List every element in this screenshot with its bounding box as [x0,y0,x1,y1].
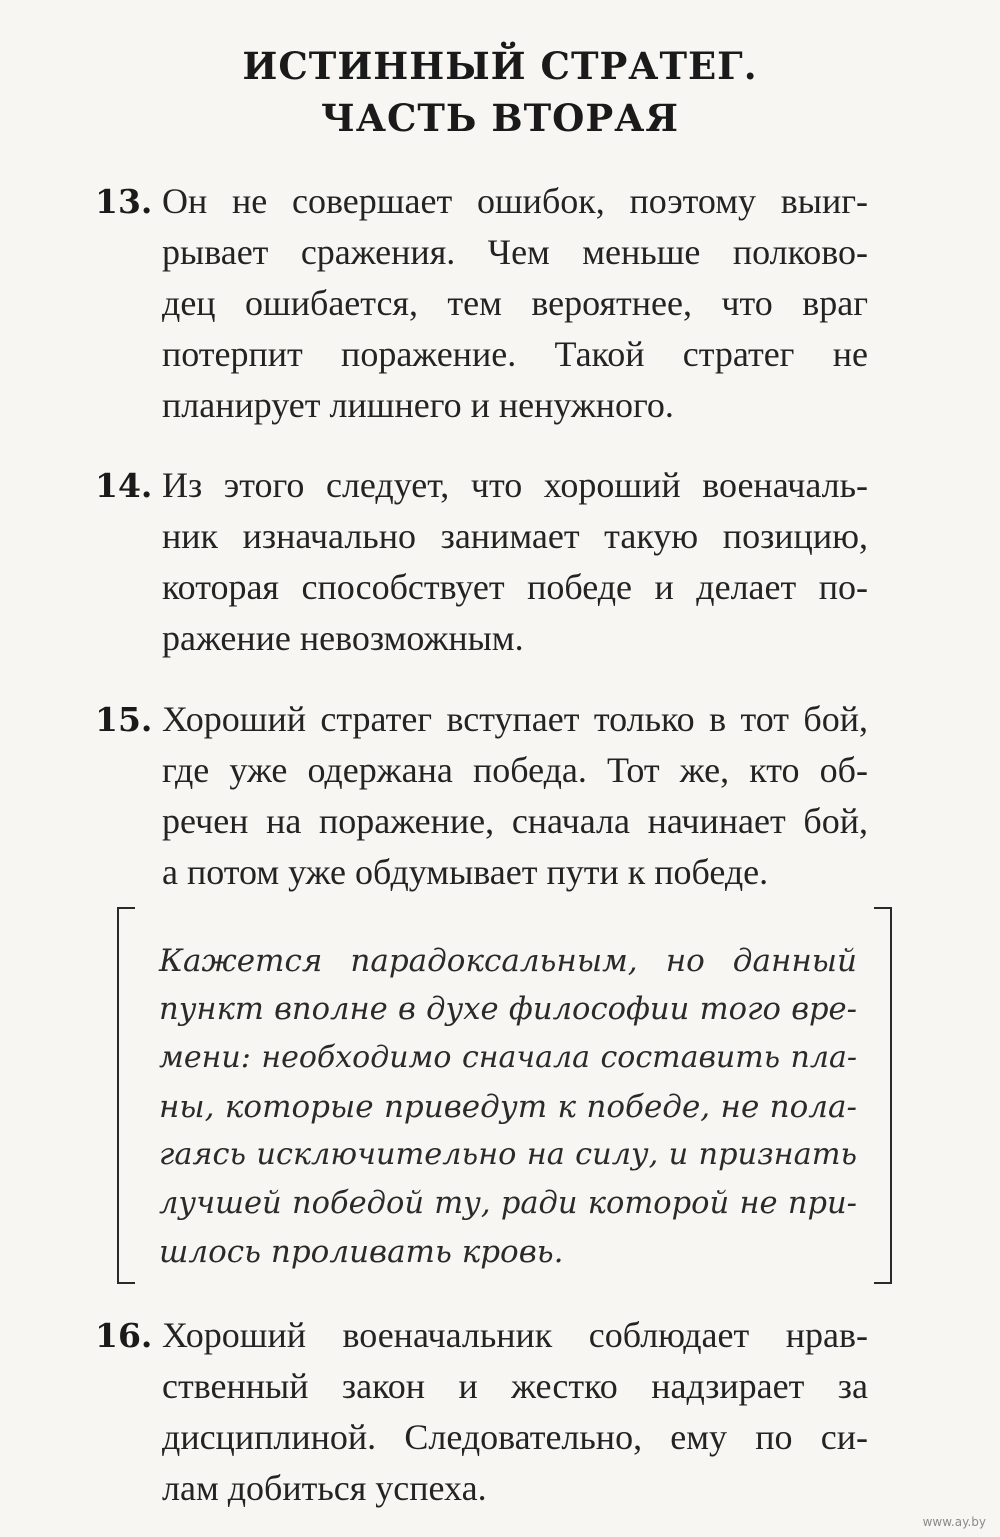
chapter-title [0,40,1000,144]
paragraph-text [162,1310,868,1514]
commentary-line: ны, которые приведут к победе, не пола- [159,1088,857,1125]
text-line: Хороший стратег вступает только в тот бой, [162,699,868,739]
commentary-line: Кажется парадоксальным, но данный [159,943,857,979]
text-line: планирует лишнего и ненужного. [162,385,674,425]
text-line: ник изначально занимает такую позицию, [162,516,868,556]
chapter-title-line-2: ЧАСТЬ ВТОРАЯ [321,96,679,140]
text-line: Хороший военачальник соблюдает нрав- [162,1315,868,1355]
text-line: где уже одержана победа. Тот же, кто об- [162,750,868,790]
paragraph-number: 16. [95,1316,153,1355]
paragraph-number: 14. [95,466,153,505]
paragraph-number: 13. [95,182,153,221]
paragraph-text [162,694,868,898]
paragraph-text [162,176,868,431]
right-bracket [874,907,892,1284]
commentary-line: мени: необходимо сначала составить пла- [159,1040,857,1075]
text-line: лам добиться успеха. [162,1468,487,1508]
text-line: а потом уже обдумывает пути к победе. [162,852,769,892]
watermark: www.ay.by [922,1515,986,1529]
text-line: Он не совершает ошибок, поэтому выиг- [162,181,868,221]
text-line: дец ошибается, тем вероятнее, что враг [162,283,868,323]
left-bracket [117,907,135,1284]
paragraph-text [162,460,868,664]
commentary-line: шлось проливать кровь. [159,1234,564,1270]
commentary-line: пункт вполне в духе философии того вре- [159,991,857,1027]
chapter-title-line-1: ИСТИННЫЙ СТРАТЕГ. [242,44,758,88]
commentary-text [159,937,857,1277]
paragraph-number: 15. [95,700,153,739]
text-line: ражение невозможным. [162,618,524,658]
text-line: которая способствует победе и делает по- [162,567,868,607]
text-line: дисциплиной. Следовательно, ему по си- [162,1417,868,1457]
text-line: речен на поражение, сначала начинает бой, [162,801,868,841]
commentary-line: гаясь исключительно на силу, и признать [159,1137,857,1172]
text-line: Из этого следует, что хороший военачаль- [162,465,868,505]
text-line: потерпит поражение. Такой стратег не [162,334,868,374]
text-line: ственный закон и жестко надзирает за [162,1366,868,1406]
commentary-line: лучшей победой ту, ради которой не при- [159,1185,857,1221]
commentary-block [117,907,892,1284]
text-line: рывает сражения. Чем меньше полково- [162,232,868,272]
